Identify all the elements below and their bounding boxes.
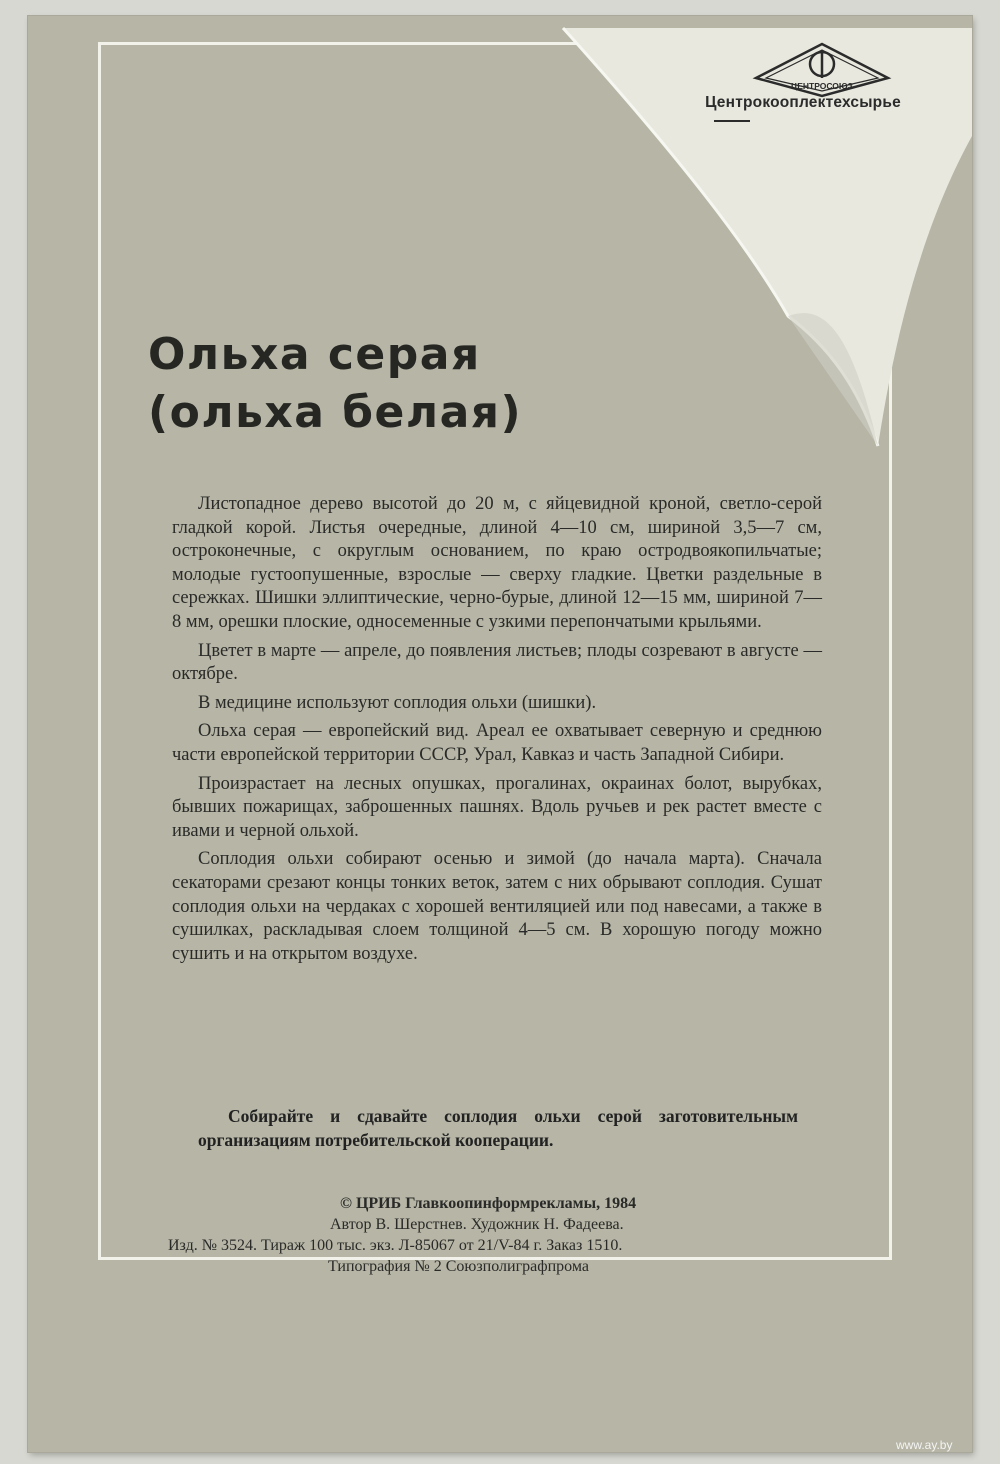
paragraph-flowering: Цветет в марте — апреле, до появления листьев; плоды созревают в августе — октябре. [172,640,822,685]
paragraph-description: Листопадное дерево высотой до 20 м, с яйцевидной кроной, светло-серой гладкой корой. Листья очередные, длиной 4—10 см, шириной 3,5—7 см, остроконечные, с округлым основанием, по краю остродвоякопильчатые; молодые густоопушенные, взрослые — сверху гладкие. Цветки раздельные в сережках. Шишки эллиптические, черно-бурые, длиной 12—15 мм, шириной 7—8 мм, орешки плоские, односеменные с узкими перепончатыми крыльями. [172,494,822,632]
imprint-printer: Типография № 2 Союзполиграфпрома [328,1258,589,1275]
imprint-authors: Автор В. Шерстнев. Художник Н. Фадеева. [330,1216,624,1233]
imprint-edition: Изд. № 3524. Тираж 100 тыс. экз. Л-85067 от 21/V-84 г. Заказ 1510. [168,1237,623,1254]
site-watermark: www.ay.by [896,1438,953,1452]
leaflet-sheet [28,16,972,1452]
collection-appeal: Собирайте и сдавайте соплодия ольхи серой заготовительным организациям потребительской кооперации. [198,1106,798,1150]
publication-imprint [168,1193,848,1277]
logo-text: ЦЕНТРОСОЮЗ [790,81,854,91]
brand-name: Центрокооплектехсырье [705,94,901,111]
title-line-1: Ольха серая [148,329,481,380]
title-line-2: (ольха белая) [148,387,523,438]
page-title [148,326,708,442]
paragraph-medicine: В медицине используют соплодия ольхи (шишки). [198,692,597,713]
brand-underline [714,120,750,122]
imprint-copyright: © ЦРИБ Главкоопинформрекламы, 1984 [340,1195,637,1212]
centrosoyuz-logo [752,38,892,102]
paragraph-habitat: Произрастает на лесных опушках, прогалинах, окраинах болот, вырубках, бывших пожарищах, заброшенных пашнях. Вдоль ручьев и рек растет вместе с ивами и черной ольхой. [172,773,822,841]
paragraph-harvest: Соплодия ольхи собирают осенью и зимой (до начала марта). Сначала секаторами срезают концы тонких веток, затем с них обрывают соплодия. Сушат соплодия ольхи на чердаках с хорошей вентиляцией или под навесами, а также в сушилках, раскладывая слоем толщиной 4—5 см. В хорошую погоду можно сушить и на открытом воздухе. [172,849,822,964]
description-body [172,493,822,971]
paragraph-range: Ольха серая — европейский вид. Ареал ее охватывает северную и среднюю части европейской территории СССР, Урал, Кавказ и часть Западной Сибири. [172,721,822,765]
